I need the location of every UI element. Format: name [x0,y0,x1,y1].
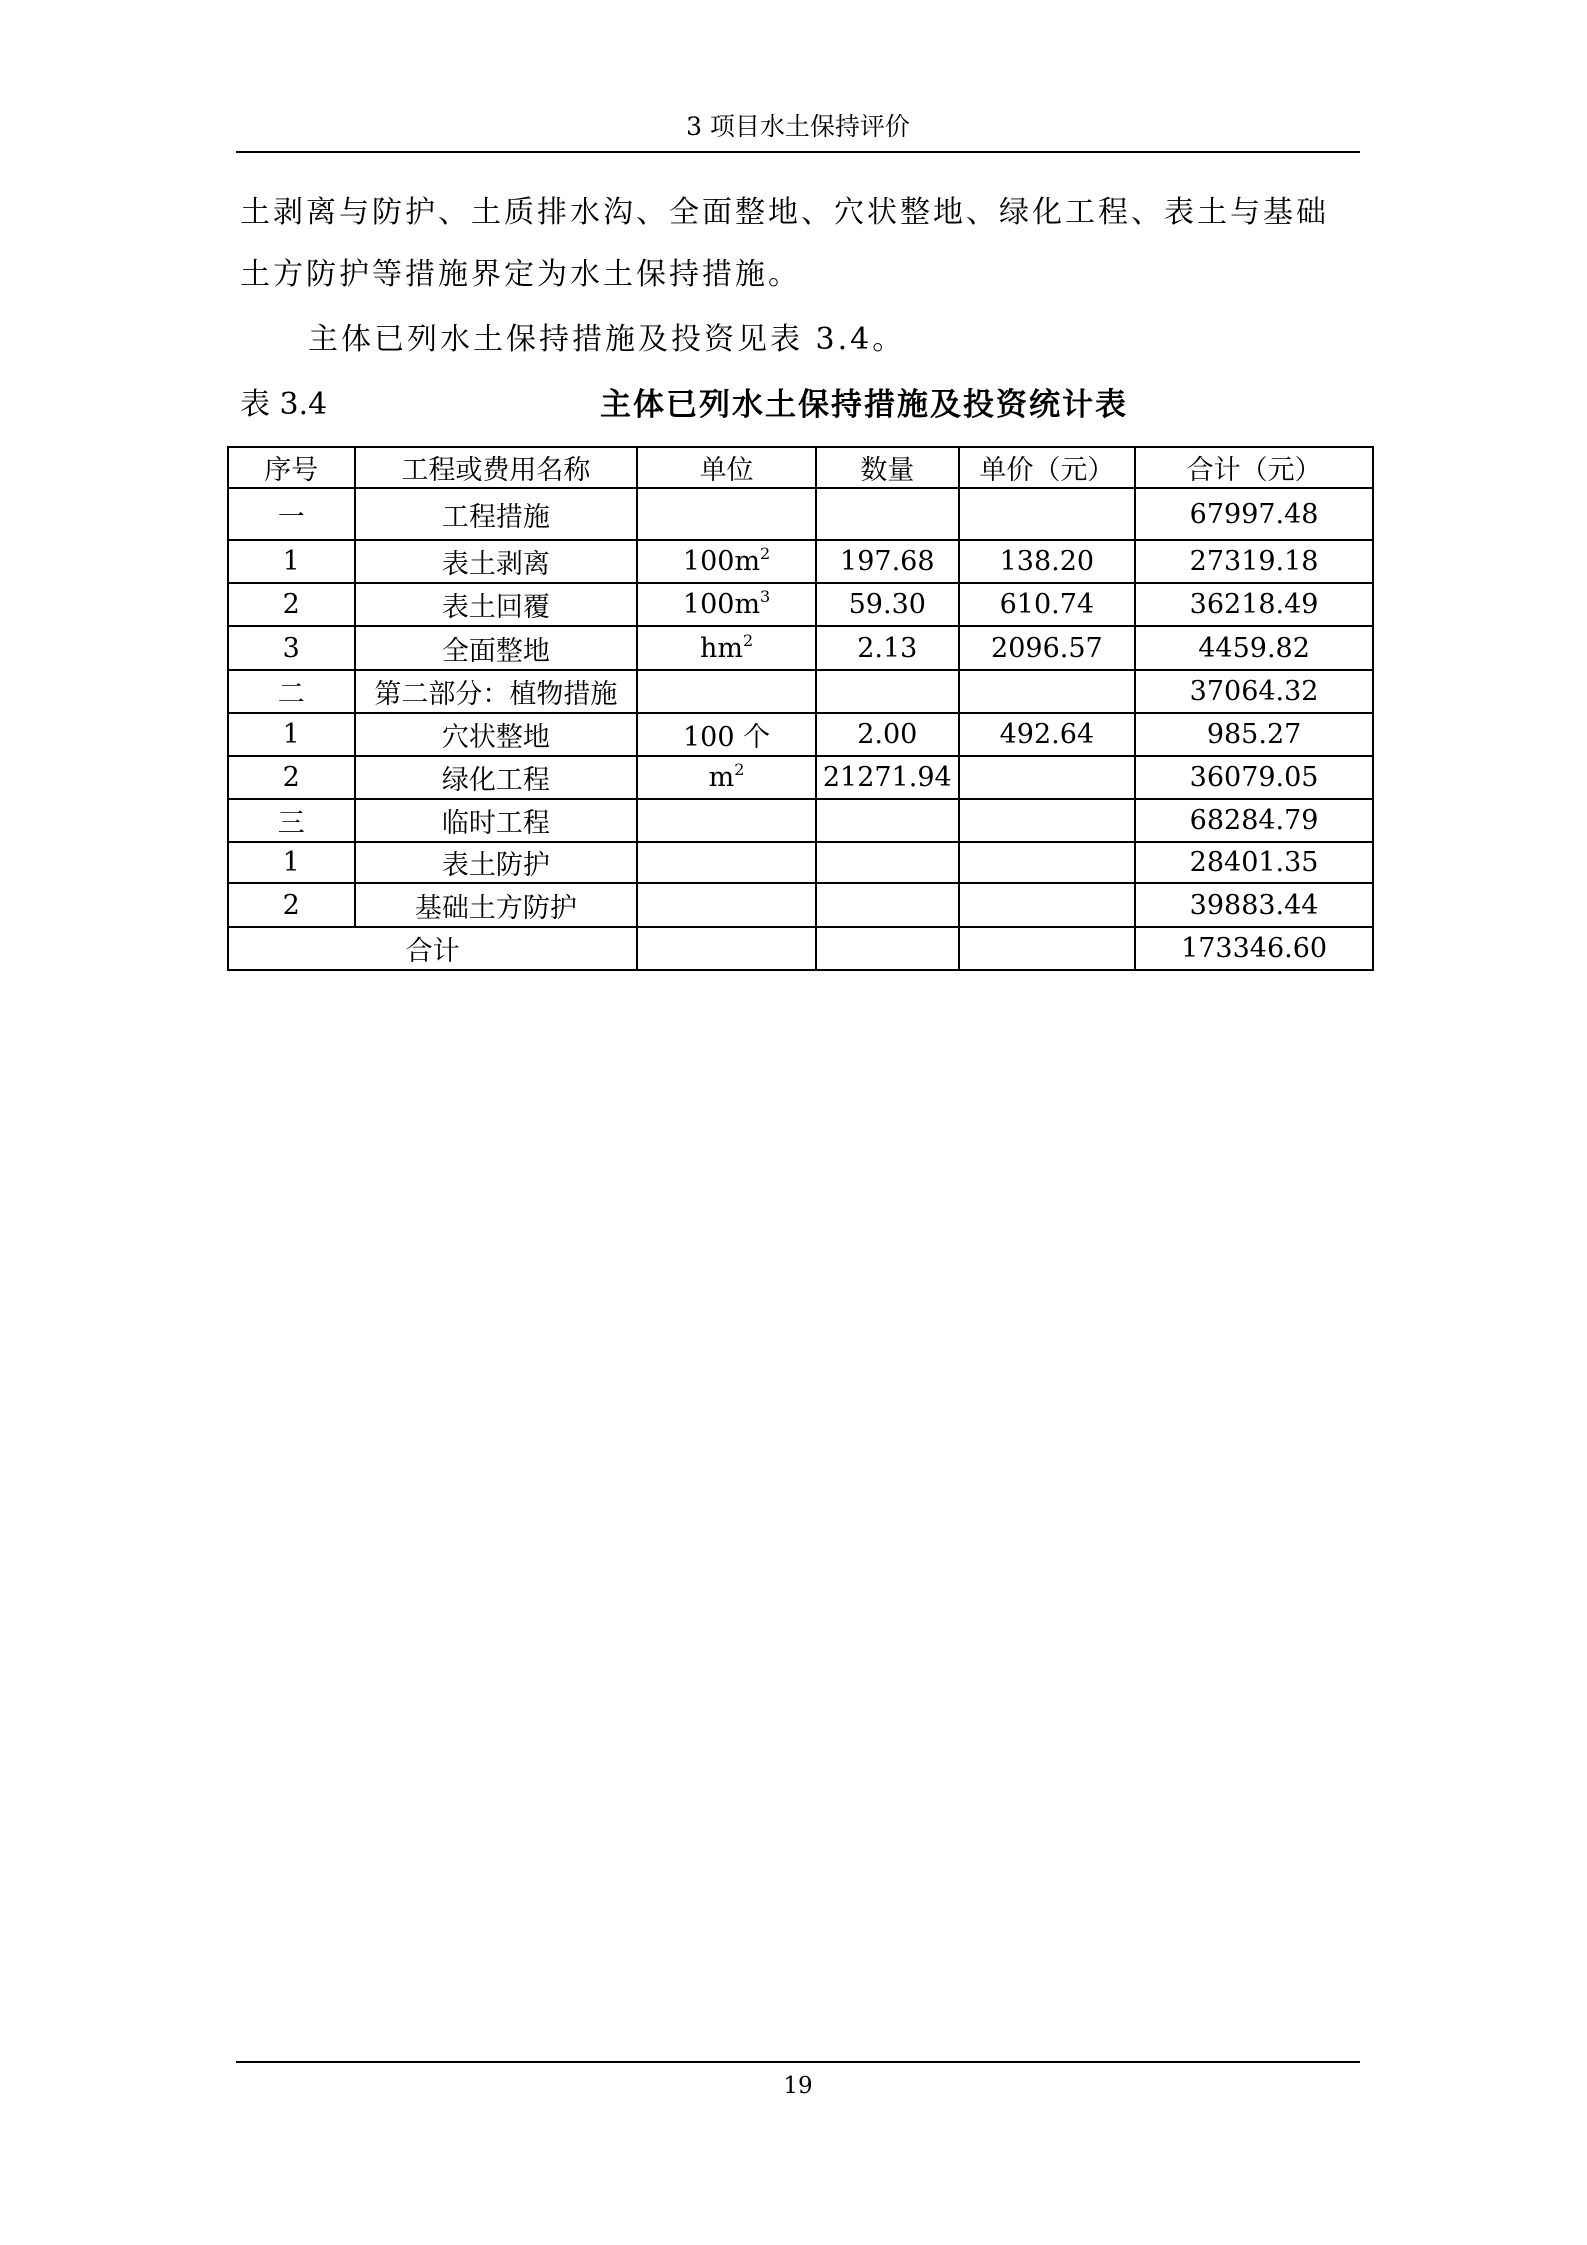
cell-name: 表土回覆 [355,583,638,626]
cell-name: 穴状整地 [355,713,638,756]
cell-price: 610.74 [959,583,1136,626]
cell-qty: 2.00 [816,713,959,756]
header-divider [236,151,1360,153]
table-row [228,883,1373,927]
table-row [228,626,1373,670]
cell-total: 985.27 [1135,713,1373,756]
table-row [228,842,1373,883]
cell-qty: 2.13 [816,626,959,670]
cell-total: 37064.32 [1135,670,1373,713]
cell-price: 492.64 [959,713,1136,756]
table-row [228,488,1373,540]
table-row [228,540,1373,583]
unit-superscript: 2 [734,760,745,779]
cell-total: 39883.44 [1135,883,1373,927]
header-cell-name: 工程或费用名称 [355,447,638,488]
cell-no: 2 [228,756,355,799]
table-label: 表 3.4 [240,387,328,422]
unit-superscript: 2 [760,544,771,563]
cell-unit [637,883,816,927]
page-header-title: 3 项目水土保持评价 [686,112,910,141]
cell-total: 68284.79 [1135,799,1373,842]
table-total-row [228,927,1373,970]
cell-name: 第二部分：植物措施 [355,670,638,713]
cell-unit [637,626,816,670]
cell-price [959,488,1136,540]
cell-qty [816,927,959,970]
cell-qty: 59.30 [816,583,959,626]
unit-superscript: 3 [760,587,771,606]
cell-grand-total: 173346.60 [1135,927,1373,970]
cell-unit [637,713,816,756]
cell-unit [637,488,816,540]
cell-price [959,842,1136,883]
cell-name: 临时工程 [355,799,638,842]
cell-price [959,756,1136,799]
header-cell-unit: 单位 [637,447,816,488]
cell-unit [637,842,816,883]
cell-name: 绿化工程 [355,756,638,799]
unit-text: m [708,762,735,793]
table-row [228,713,1373,756]
cell-no: 1 [228,842,355,883]
unit-text: 100 个 [683,722,771,753]
cell-unit [637,927,816,970]
table-row [228,583,1373,626]
table-row [228,799,1373,842]
header-cell-price: 单价（元） [959,447,1136,488]
cell-qty [816,799,959,842]
cell-price [959,883,1136,927]
cell-total: 4459.82 [1135,626,1373,670]
cell-qty: 21271.94 [816,756,959,799]
cell-total-label: 合计 [228,927,637,970]
cell-no: 一 [228,488,355,540]
table-row [228,756,1373,799]
unit-text: hm [699,632,743,664]
body-paragraph-1: 土剥离与防护、土质排水沟、全面整地、穴状整地、绿化工程、表土与基础 [240,195,1329,230]
cell-unit [637,799,816,842]
table-title: 主体已列水土保持措施及投资统计表 [600,387,1128,423]
cell-qty: 197.68 [816,540,959,583]
cell-qty [816,488,959,540]
cell-no: 2 [228,883,355,927]
table-row [228,670,1373,713]
cell-name: 基础土方防护 [355,883,638,927]
cell-qty [816,883,959,927]
cell-total: 36079.05 [1135,756,1373,799]
cell-price: 138.20 [959,540,1136,583]
footer-divider [236,2061,1360,2063]
cell-total: 27319.18 [1135,540,1373,583]
cell-unit [637,583,816,626]
cell-price [959,670,1136,713]
body-paragraph-3: 主体已列水土保持措施及投资见表 3.4。 [308,322,906,357]
cell-name: 全面整地 [355,626,638,670]
cell-no: 1 [228,713,355,756]
cell-unit [637,756,816,799]
page-number: 19 [783,2073,813,2099]
cell-no: 2 [228,583,355,626]
cell-price: 2096.57 [959,626,1136,670]
cell-name: 工程措施 [355,488,638,540]
header-cell-qty: 数量 [816,447,959,488]
cell-unit [637,670,816,713]
cell-no: 3 [228,626,355,670]
cell-price [959,927,1136,970]
cell-qty [816,842,959,883]
cell-qty [816,670,959,713]
cell-no: 1 [228,540,355,583]
body-paragraph-2: 土方防护等措施界定为水土保持措施。 [240,257,801,292]
cell-total: 67997.48 [1135,488,1373,540]
cell-unit [637,540,816,583]
investment-table [227,446,1374,971]
cell-name: 表土剥离 [355,540,638,583]
cell-no: 三 [228,799,355,842]
cell-name: 表土防护 [355,842,638,883]
cell-total: 36218.49 [1135,583,1373,626]
cell-price [959,799,1136,842]
cell-no: 二 [228,670,355,713]
unit-text: 100m [682,546,761,577]
cell-total: 28401.35 [1135,842,1373,883]
header-cell-no: 序号 [228,447,355,488]
unit-superscript: 2 [742,630,754,650]
header-cell-total: 合计（元） [1135,447,1373,488]
unit-text: 100m [682,589,761,620]
table-header-row [228,447,1373,488]
